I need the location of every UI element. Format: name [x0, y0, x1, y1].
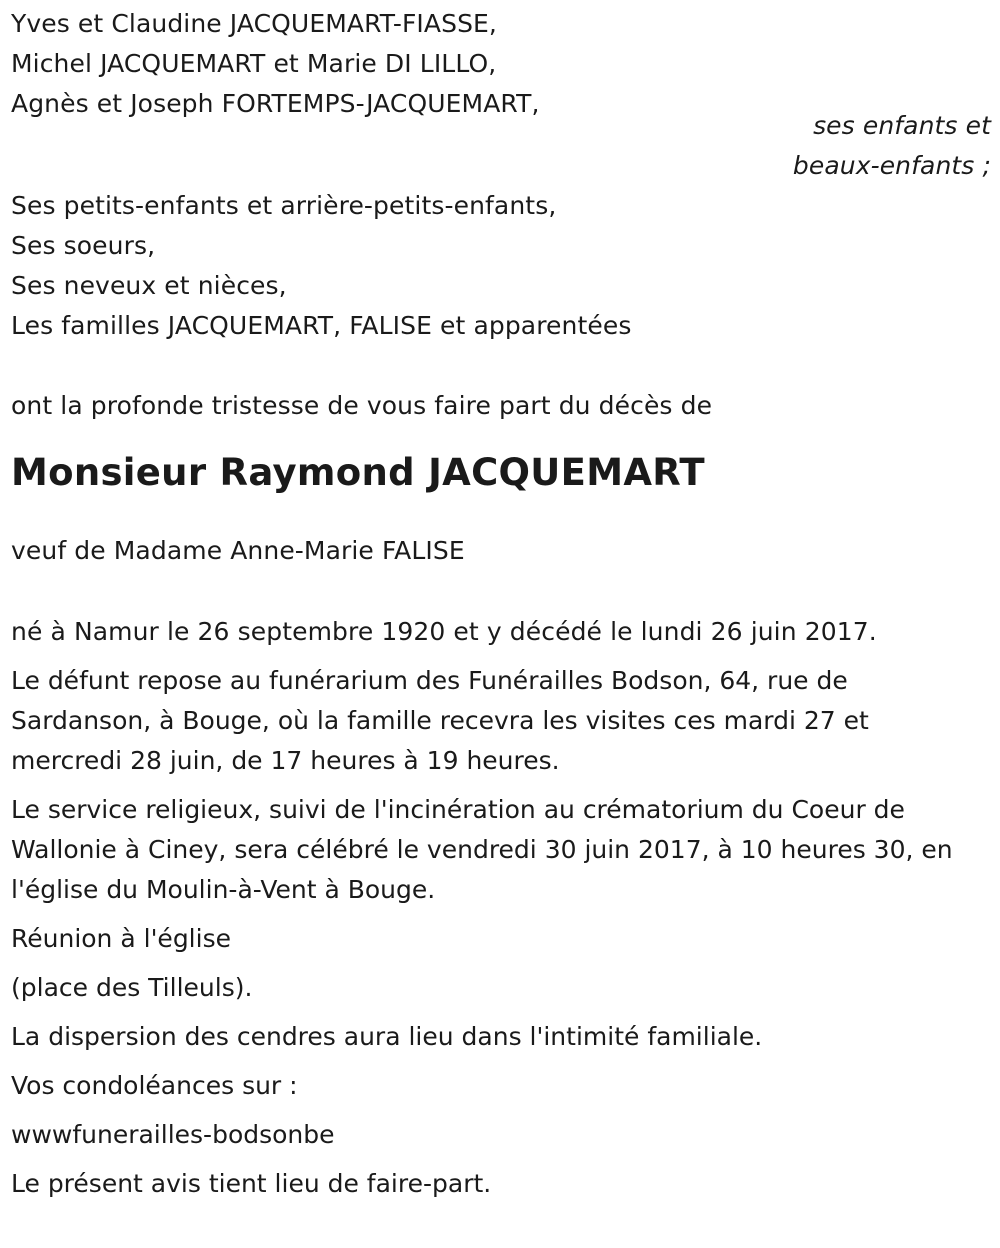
- condolences-text: Vos condoléances sur :: [11, 1071, 298, 1100]
- repose-paragraph: [11, 661, 991, 781]
- birth-death-text: né à Namur le 26 septembre 1920 et y décédé le lundi 26 juin 2017.: [11, 617, 877, 646]
- reunion-text: Réunion à l'église: [11, 924, 231, 953]
- service-line: Le service religieux, suivi de l'incinération au crématorium du Coeur de: [11, 795, 905, 824]
- repose-line: mercredi 28 juin, de 17 heures à 19 heures.: [11, 746, 560, 775]
- relative-line: Les familles JACQUEMART, FALISE et apparentées: [11, 311, 632, 340]
- service-paragraph: [11, 790, 991, 910]
- family-line: Yves et Claudine JACQUEMART-FIASSE,: [11, 9, 497, 38]
- website-link[interactable]: wwwfunerailles-bodsonbe: [11, 1120, 335, 1149]
- widow-of-text: veuf de Madame Anne-Marie FALISE: [11, 536, 465, 565]
- service-line: Wallonie à Ciney, sera célébré le vendredi 30 juin 2017, à 10 heures 30, en: [11, 835, 953, 864]
- closing-text: Le présent avis tient lieu de faire-part.: [11, 1169, 492, 1198]
- service-line: l'église du Moulin-à-Vent à Bouge.: [11, 875, 436, 904]
- announcement-text: ont la profonde tristesse de vous faire part du décès de: [11, 391, 713, 420]
- dispersion-text: La dispersion des cendres aura lieu dans l'intimité familiale.: [11, 1022, 763, 1051]
- relative-line: Ses neveux et nièces,: [11, 271, 287, 300]
- relation-line-1: ses enfants et: [813, 111, 991, 140]
- deceased-name: Monsieur Raymond JACQUEMART: [11, 451, 705, 494]
- relative-line: Ses petits-enfants et arrière-petits-enfants,: [11, 191, 557, 220]
- repose-line: Sardanson, à Bouge, où la famille recevra les visites ces mardi 27 et: [11, 706, 869, 735]
- relation-line-2: beaux-enfants ;: [792, 151, 991, 180]
- place-text: (place des Tilleuls).: [11, 973, 253, 1002]
- family-line: Michel JACQUEMART et Marie DI LILLO,: [11, 49, 497, 78]
- family-line: Agnès et Joseph FORTEMPS-JACQUEMART,: [11, 89, 540, 118]
- death-notice: [11, 4, 991, 1204]
- repose-line: Le défunt repose au funérarium des Funérailles Bodson, 64, rue de: [11, 666, 848, 695]
- spacer: [11, 346, 991, 386]
- relative-line: Ses soeurs,: [11, 231, 156, 260]
- other-relatives: [11, 186, 991, 346]
